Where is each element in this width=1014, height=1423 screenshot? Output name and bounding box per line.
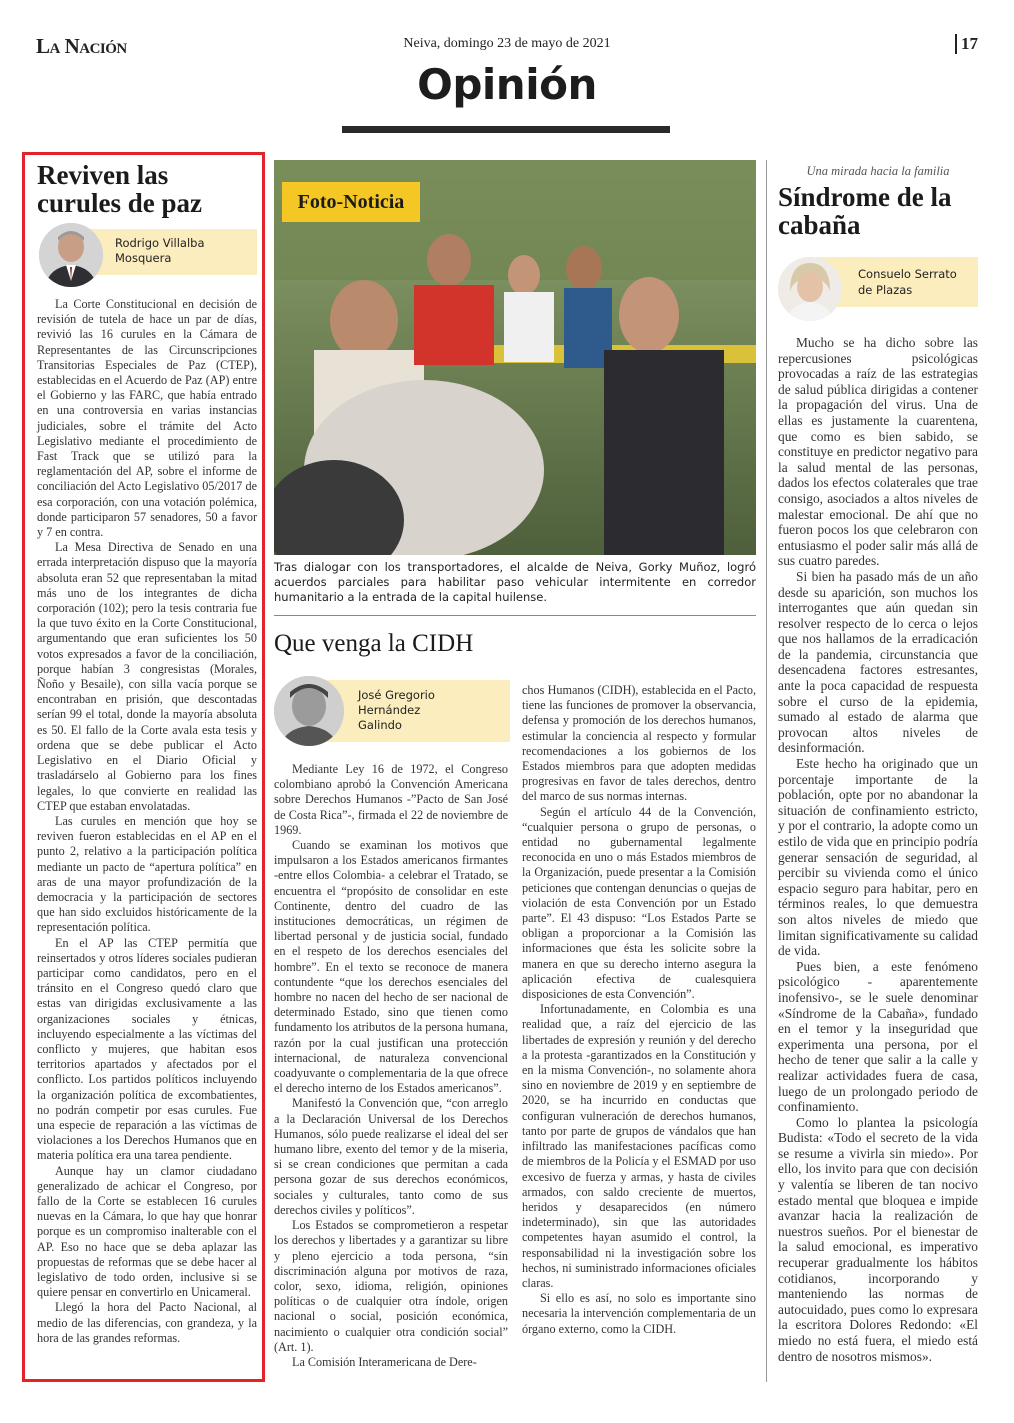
author-photo bbox=[778, 257, 842, 321]
man-portrait-icon bbox=[274, 676, 344, 746]
paragraph: Como lo plantea la psicología Budista: «Todo el secreto de la vida se resume a vivirla sin miedo». Por ello, los invito para que con decisión y valentía se liberen de tan nocivo estado mental que bloquea e impide avanzar hacia la realización de nuestros sueños. Por el bienestar de la salud emocional, es imperativo recuperar gradualmente los hábitos cotidianos, incorporando y manteniendo las normas de autocuidado, pues como lo expresara la escritora Dolores Redondo: «El miedo no está fuera, el miedo está dentro de nosotros mismos». bbox=[778, 1114, 978, 1364]
article-body-column-1 bbox=[274, 762, 508, 1370]
paragraph: Las curules en mención que hoy se reviven fueron establecidas en el AP en el punto 2, relativo a la participación política mediante un pacto de “apertura política” en aras de una mayor profundización de la democracia y la participación de sectores que han sido excluidos históricamente de la representación política. bbox=[37, 813, 257, 935]
article-sindrome-cabana bbox=[778, 160, 978, 1364]
column-divider bbox=[766, 160, 767, 1382]
author-box bbox=[778, 257, 978, 321]
article-headline: Síndrome de la cabaña bbox=[778, 182, 952, 240]
page-number: 17 bbox=[955, 34, 978, 54]
article-body bbox=[37, 297, 257, 1346]
masthead bbox=[36, 34, 978, 58]
author-name: Consuelo Serrato de Plazas bbox=[858, 267, 957, 297]
man-portrait-icon bbox=[39, 223, 103, 287]
paragraph: chos Humanos (CIDH), establecida en el Pacto, tiene las funciones de promover la observancia, defensa y promoción de los derechos humanos, estimular la conciencia al respecto y formular recomendaciones a los gobiernos de los Estados miembros para que adopten medidas progresivas en favor de tales derechos, dentro del marco de sus normas internas. bbox=[522, 683, 756, 804]
article-body-column-2 bbox=[522, 683, 756, 1337]
paragraph: Pues bien, a este fenómeno psicológico - aparentemente inofensivo-, se le suele denominar «Síndrome de la Cabaña», fundado en el temor y la inseguridad que experimenta una persona, por el hecho de tener que salir a la calle y realizar actividades fuera de casa, luego de un prolongado periodo de confinamiento. bbox=[778, 958, 978, 1115]
author-box bbox=[274, 676, 510, 746]
paragraph: Infortunadamente, en Colombia es una realidad que, a raíz del ejercicio de las libertades de expresión y reunión y del derecho a la protesta -garantizados en la Constitución y en la misma Convención-, no solamente ahora sino en noviembre de 2019 y en septiembre de 2020, se ha incurrido en conductas que configuran vulneración de derechos humanos, tanto por parte de grupos de vándalos que han infiltrado las manifestaciones pacíficas como de miembros de la Policía y el ESMAD por uso excesivo de fuerza y armas, y hasta de civiles armados, con saldo creciente de muertos, heridos y desaparecidos (en número indeterminado), sin que las autoridades competentes hayan asumido el control, la responsabilidad ni la investigación sobre los hechos, ni suministrado informaciones oficiales claras. bbox=[522, 1002, 756, 1290]
article-headline: Reviven las curules de paz bbox=[37, 160, 202, 218]
paragraph: Cuando se examinan los motivos que impulsaron a los Estados americanos firmantes -entre ellos Colombia- a celebrar el Tratado, se encuentra el “propósito de consolidar en este Continente, dentro del cuadro de las instituciones democráticas, un régimen de libertad personal y de justicia social, fundado en el respeto de los derechos esenciales del hombre”. En el texto se reconoce de manera contundente “que los derechos esenciales del hombre no nacen del hecho de ser nacional de determinado Estado, sino que tienen como fundamento los atributos de la persona humana, razón por la cual justifican una protección internacional, de naturaleza convencional coadyuvante o complementaria de la que ofrece el derecho interno de los Estados americanos”. bbox=[274, 838, 508, 1096]
paragraph: La Corte Constitucional en decisión de revisión de tutela de hace un par de días, revivió las 16 curules en la Cámara de Representantes de las Circunscripciones Transitorias Especiales de Paz (CTEP), establecidas en el Acuerdo de Paz (AP) entre el Gobierno y las FARC, que había entrado en una controversia en varias instancias judiciales, sobre el trámite del Acto Legislativo mediante el procedimiento de Fast Track que se utilizó para la reglamentación del AP, sobre el informe de conciliación del Acto Legislativo 05/2017 de esa corporación, con una votación polémica, donde participaron 57 senadores, 50 a favor y 7 en contra. bbox=[37, 297, 257, 540]
paragraph: En el AP las CTEP permitía que reinsertados y otros líderes sociales pudieran participar como candidatos, pero en el tránsito en el Congreso quedó claro que estas van dirigidas exclusivamente a las organizaciones sociales y étnicas, incluyendo especialmente a las víctimas del conflicto y mujeres, que habitan esos territorios apartados y afectados por el conflicto. Los partidos políticos incluyendo la organización política de excombatientes, no podrán competir por esas curules. Fue una especie de reparación a las víctimas de violaciones a los Derechos Humanos que en materia política era una tarea pendiente. bbox=[37, 935, 257, 1163]
paragraph: Según el artículo 44 de la Convención, “cualquier persona o grupo de personas, o entidad no gubernamental legalmente reconocida en uno o más Estados miembros de la Organización, puede presentar a la Comisión peticiones que contengan denuncias o quejas de violación de esta Convención por un Estado parte”. El 43 dispuso: “Los Estados Parte se obligan a proporcionar a la Comisión las informaciones que ésta les solicite sobre la manera en que su derecho interno asegura la aplicación efectiva de cualesquiera disposiciones de esta Convención”. bbox=[522, 804, 756, 1002]
newspaper-logo: La Nación bbox=[36, 34, 127, 58]
author-plate bbox=[318, 680, 510, 742]
dateline: Neiva, domingo 23 de mayo de 2021 bbox=[403, 36, 611, 51]
author-photo bbox=[274, 676, 344, 746]
author-name: Rodrigo Villalba Mosquera bbox=[115, 236, 205, 265]
article-kicker: Una mirada hacia la familia bbox=[806, 164, 950, 178]
author-name: José Gregorio Hernández Galindo bbox=[358, 688, 435, 732]
paragraph: La Comisión Interamericana de Dere- bbox=[292, 1354, 477, 1369]
news-photo bbox=[274, 160, 756, 555]
paragraph: Llegó la hora del Pacto Nacional, al medio de las diferencias, con grandeza, y la hora de las grandes reformas. bbox=[37, 1300, 257, 1345]
woman-portrait-icon bbox=[778, 257, 842, 321]
divider bbox=[274, 615, 756, 616]
photo-caption: Tras dialogar con los transportadores, el alcalde de Neiva, Gorky Muñoz, logró acuerdos parciales para habilitar paso vehicular intermitente en corredor humanitario a la entrada de la capital huilense. bbox=[274, 560, 756, 604]
article-headline-cidh: Que venga la CIDH bbox=[274, 630, 474, 657]
paragraph: Mucho se ha dicho sobre las repercusiones psicológicas provocadas a raíz de las estrategias de salud pública dirigidas a contener la propagación del virus. Una de ellas es justamente la cuarentena, que como es bien sabido, se constituye en predictor negativo para la salud mental de las personas, dados los efectos colaterales que trae consigo, asociados a altos niveles de malestar emocional. De ahí que no fueron pocos los que celebraron con entusiasmo el poder salir más allá de sus cuatro paredes. bbox=[778, 335, 978, 569]
article-curules-de-paz bbox=[22, 152, 265, 1382]
paragraph: Manifestó la Convención que, “con arreglo a la Declaración Universal de los Derechos Humanos, sólo puede realizarse el ideal del ser humano libre, exento del temor y de la miseria, si se crean condiciones que permitan a cada persona gozar de sus derechos económicos, sociales y culturales, tanto como de sus derechos civiles y políticos”. bbox=[274, 1096, 508, 1217]
section-underline bbox=[342, 126, 670, 133]
paragraph: Los Estados se comprometieron a respetar los derechos y libertades y a garantizar su libre y pleno ejercicio a toda persona, “sin discriminación alguna por motivos de raza, color, sexo, idioma, religión, opiniones políticas o de cualquier otra índole, origen nacional o social, posición económica, nacimiento o cualquier otra condición social” (Art. 1). bbox=[274, 1218, 508, 1354]
paragraph: Aunque hay un clamor ciudadano generalizado de achicar el Congreso, por fallo de la Corte se establecen 16 curules nuevas en la Cámara, lo que hay que honrar porque es un compromiso inalterable con el AP. Eso no hace que se deba aplazar las propuestas de reformas que se debe hacer al legislativo de todo orden, inclusive si se quiere pensar en convertirlo en Unicameral. bbox=[37, 1163, 257, 1300]
paragraph: Si bien ha pasado más de un año desde su aparición, son muchos los interrogantes que aún quedan sin resolver respecto de lo cerca o lejos que nos hallamos de la erradicación de la pandemia, circunstancia que desencadena factores estresantes, ante la poca capacidad de respuesta sobre el curso de la epidemia, sumado al estado de alarma que provocan altos niveles de desinformación. bbox=[778, 568, 978, 756]
section-title: Opinión bbox=[417, 60, 597, 109]
foto-noticia-tag: Foto-Noticia bbox=[282, 182, 420, 222]
paragraph: Mediante Ley 16 de 1972, el Congreso colombiano aprobó la Convención Americana sobre Derechos Humanos -”Pacto de San José de Costa Rica”-, firmada el 22 de noviembre de 1969. bbox=[274, 762, 508, 837]
author-box bbox=[37, 223, 257, 279]
article-body bbox=[778, 335, 978, 1364]
paragraph: Este hecho ha originado que un porcentaje importante de la población, opte por no abandonar la situación de confinamiento estricto, y por el contrario, la adopte como un estilo de vida que en principio podría generar sensación de seguridad, al percibir su vivienda como el único espacio seguro para habitar, pero en términos reales, lo que demuestra son altos niveles de miedo que limitan significativamente su calidad de vida. bbox=[778, 756, 978, 959]
paragraph: Si ello es así, no solo es importante sino necesaria la intervención complementaria de un órgano externo, como la CIDH. bbox=[522, 1291, 756, 1336]
author-photo bbox=[39, 223, 103, 287]
paragraph: La Mesa Directiva de Senado en una errada interpretación dispuso que la mayoría absoluta eran 52 que representaban la mitad más uno de los integrantes de dicha corporación (102); pero la tesis contraria fue la que tuvo éxito en la Corte Constitucional, argumentando que eran suficientes los 50 votos expresados a favor de la conciliación, porque habían 3 congresistas (Morales, Ñoño y Besaile), con silla vacía porque se encontraban en prisión, que descontadas serían 99 el total, donde la mayoría absoluta es 50. El fallo de la Corte avala esta tesis y ordena que se debe publicar el Acto Legislativo en el Diario Oficial y trasladárselo al Gobierno para los fines legales, lo que convierte en realidad las CTEP que estaban envolatadas. bbox=[37, 540, 257, 813]
